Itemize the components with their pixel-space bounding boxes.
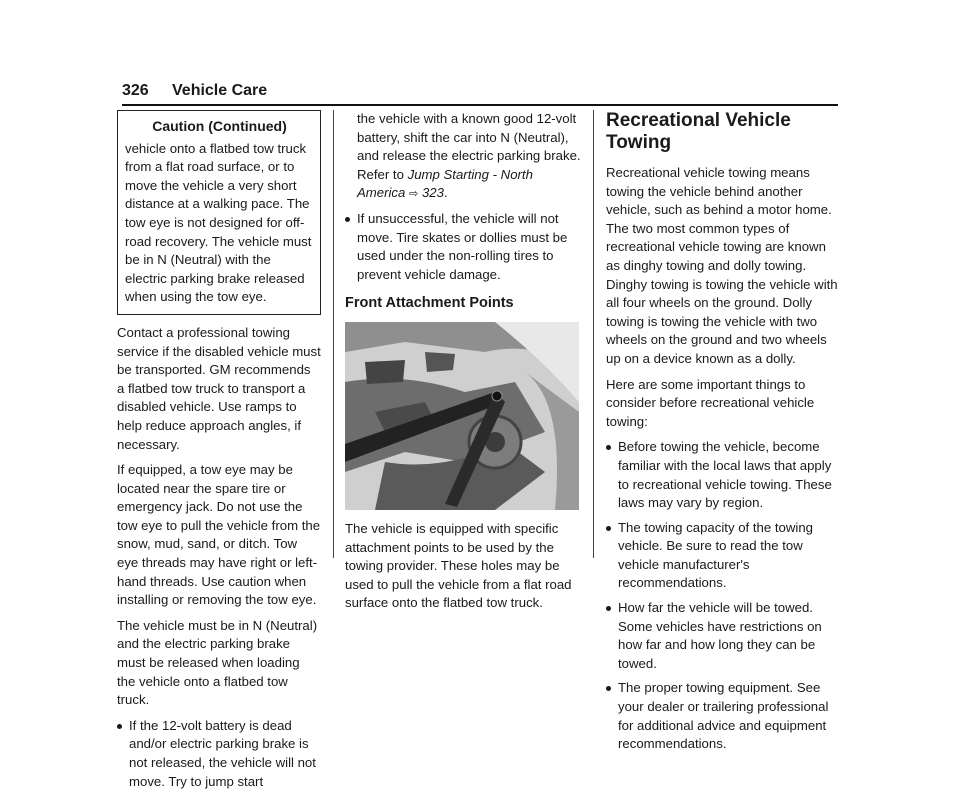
list-item-text: How far the vehicle will be towed. Some vehicles have restrictions on how far and how long they can be towed. [618,600,822,671]
list-item-continued [345,110,581,204]
caution-title: Caution (Continued) [152,118,287,134]
bullet-icon [345,217,350,222]
list-item-text: the vehicle with a known good 12-volt battery, shift the car into N (Neutral), and release the electric parking brake. Refer to [357,111,581,182]
bullet-icon [606,686,611,691]
xref-title[interactable]: Jump Starting - North America [357,166,533,201]
list-item-text: If the 12-volt battery is dead and/or electric parking brake is not released, the vehicle will not move. Try to jump start [129,717,316,789]
caution-box [117,110,321,315]
caution-text: vehicle onto a flatbed tow truck from a flat road surface, or to move the vehicle a very short distance at a walking pace. The tow eye is not designed for off-road recovery. The vehicle must be in N (Neutral) with the electric parking brake released when using the tow eye. [125,140,312,305]
front-attachment-photo [345,322,579,510]
bullet-icon [606,606,611,611]
section-title: Vehicle Care [172,82,268,99]
list-item-text: The towing capacity of the towing vehicle. Be sure to read the tow vehicle manufacturer's recommendations. [618,519,813,591]
list-item [606,599,838,673]
list-item-text: If unsuccessful, the vehicle will not move. Tire skates or dollies must be used under the non-rolling tires to prevent vehicle damage. [357,210,568,282]
paragraph: The vehicle is equipped with specific attachment points to be used by the towing provider. These holes may be used to pull the vehicle from a flat road surface onto the flatbed tow truck. [345,520,572,611]
column-right [606,110,838,760]
page-reference-icon: ⇨ [409,188,419,201]
list-item-text: Before towing the vehicle, become familiar with the local laws that apply to recreational vehicle towing. These laws may vary by region. [618,439,832,511]
column-middle [345,110,581,620]
list-item [117,717,321,791]
paragraph: If equipped, a tow eye may be located near the spare tire or emergency jack. Do not use the tow eye to pull the vehicle from the snow, mud, sand, or ditch. Tow eye threads may have right or left-hand threads. Use caution when installing or removing the tow eye. [117,462,321,608]
bullet-icon [606,445,611,450]
paragraph: Here are some important things to consider before recreational vehicle towing: [606,376,815,429]
column-divider [333,110,334,558]
punctuation: . [443,185,448,201]
page-header [122,82,838,106]
list-item [606,679,838,753]
paragraph: The vehicle must be in N (Neutral) and the electric parking brake must be released when loading the vehicle onto a flatbed tow truck. [117,617,318,708]
subheading: Front Attachment Points [345,295,514,312]
bullet-icon [117,724,122,729]
paragraph: Contact a professional towing service if the disabled vehicle must be transported. GM recommends a flatbed tow truck to transport a disabled vehicle. Use ramps to help reduce approach angles, if necessary. [117,324,321,452]
xref-page-number[interactable]: 323 [421,185,444,201]
list-item [606,438,838,512]
bullet-icon [606,526,611,531]
list-item-text: The proper towing equipment. See your dealer or trailering professional for additional advice and equipment recommendations. [618,680,829,752]
page-number: 326 [122,82,149,99]
section-heading: Recreational Vehicle Towing [606,110,791,153]
paragraph: Recreational vehicle towing means towing the vehicle behind another vehicle, such as behind a motor home. The two most common types of recreational vehicle towing are known as dinghy towing and dolly towing. Dinghy towing is towing the vehicle with all four wheels on the ground. Dolly towing is towing the vehicle with two wheels on the ground and two wheels up on a device known as a dolly. [606,165,838,366]
column-divider [593,110,594,558]
column-left [117,110,321,797]
list-item [345,210,581,284]
list-item [606,519,838,593]
